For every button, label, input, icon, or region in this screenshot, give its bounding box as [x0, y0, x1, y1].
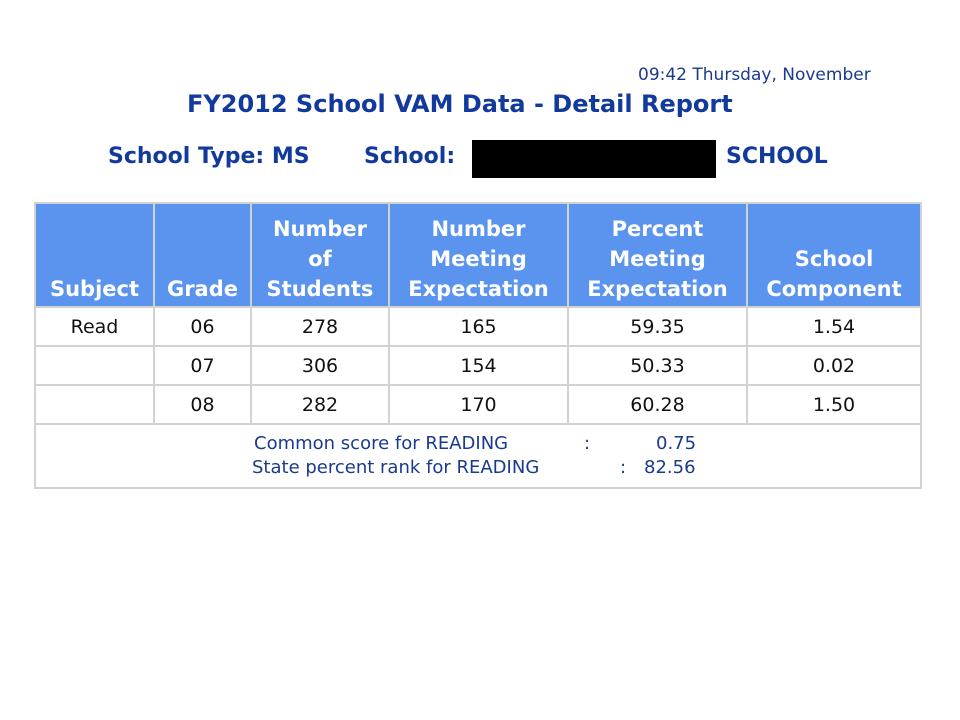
- header-number-of-students: Number of Students: [251, 203, 389, 307]
- cell-percent: 60.28: [568, 385, 747, 424]
- state-rank-value: 82.56: [644, 457, 696, 478]
- table-header-row: [35, 203, 921, 307]
- cell-subject: [35, 385, 154, 424]
- cell-students: 306: [251, 346, 389, 385]
- state-rank-separator: :: [620, 457, 627, 478]
- header-subject: Subject: [35, 203, 154, 307]
- cell-percent: 59.35: [568, 307, 747, 346]
- table-row: [35, 307, 921, 346]
- vam-detail-table: [34, 202, 922, 489]
- header-school-component: School Component: [747, 203, 921, 307]
- cell-subject: Read: [35, 307, 154, 346]
- common-score-value: 0.75: [656, 433, 697, 454]
- cell-component: 1.50: [747, 385, 921, 424]
- cell-grade: 07: [154, 346, 251, 385]
- redacted-school-name: [472, 140, 716, 178]
- cell-meeting: 170: [389, 385, 568, 424]
- table-row: [35, 346, 921, 385]
- cell-component: 1.54: [747, 307, 921, 346]
- summary-cell: [35, 424, 921, 488]
- cell-percent: 50.33: [568, 346, 747, 385]
- report-title: FY2012 School VAM Data - Detail Report: [187, 90, 733, 118]
- header-number-meeting-expectation: Number Meeting Expectation: [389, 203, 568, 307]
- state-rank-label: State percent rank for READING: [252, 457, 540, 478]
- cell-grade: 08: [154, 385, 251, 424]
- header-percent-meeting-expectation: Percent Meeting Expectation: [568, 203, 747, 307]
- cell-subject: [35, 346, 154, 385]
- school-suffix: SCHOOL: [726, 144, 828, 169]
- school-label: School:: [364, 144, 456, 169]
- cell-grade: 06: [154, 307, 251, 346]
- cell-component: 0.02: [747, 346, 921, 385]
- cell-students: 282: [251, 385, 389, 424]
- cell-meeting: 165: [389, 307, 568, 346]
- cell-meeting: 154: [389, 346, 568, 385]
- school-type-label: School Type: MS: [108, 144, 310, 169]
- common-score-separator: :: [584, 433, 591, 454]
- summary-row: [35, 424, 921, 488]
- cell-students: 278: [251, 307, 389, 346]
- report-timestamp: 09:42 Thursday, November: [638, 65, 871, 85]
- common-score-label: Common score for READING: [254, 433, 509, 454]
- header-grade: Grade: [154, 203, 251, 307]
- table-row: [35, 385, 921, 424]
